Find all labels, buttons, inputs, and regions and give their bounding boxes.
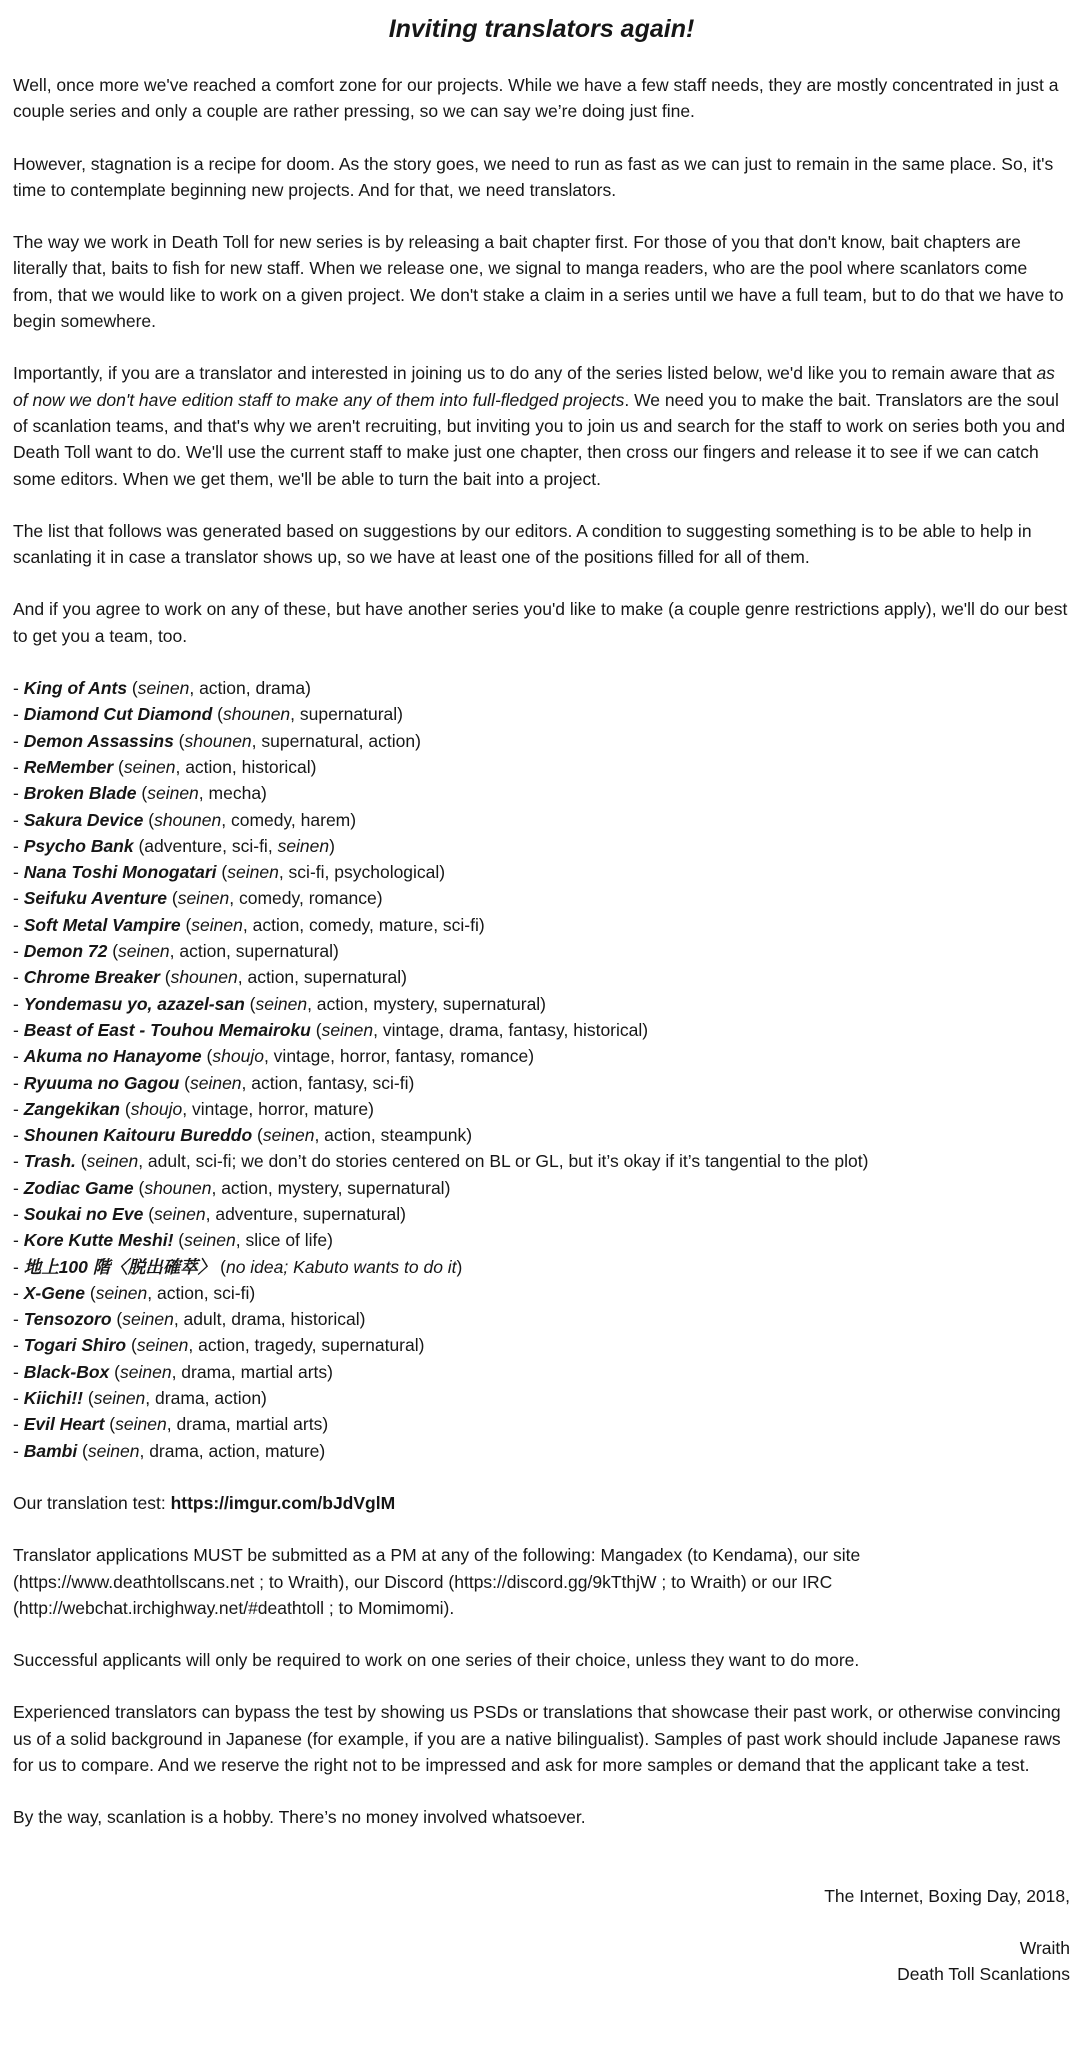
text: ( [310, 1019, 322, 1040]
series-item: - Togari Shiro (seinen, action, tragedy, supernatural) [13, 1335, 425, 1356]
series-title: Nana Toshi Monogatari [23, 862, 217, 883]
text: ( [133, 1177, 145, 1198]
series-title: Evil Heart [23, 1414, 105, 1435]
italic-text: seinen [191, 914, 243, 935]
text: Experienced translators can bypass the test by showing us PSDs or translations that showcase their past work, or otherwise convincing us of a solid background in Japanese (for example, if you are a native bilingualist). Samples of past work should include Japanese raws for us to compare. And we reserve the right not to be impressed and ask for more samples or demand that the applicant take a test. [13, 1702, 1061, 1776]
series-title: Kore Kutte Meshi! [23, 1230, 174, 1251]
text: , adult, sci-fi; we don’t do stories centered on BL or GL, but it’s okay if it’s tangential to the plot) [138, 1151, 869, 1172]
signoff [13, 1883, 1070, 1988]
italic-text: seinen [147, 783, 199, 804]
paragraph [13, 596, 1070, 649]
series-title: Demon Assassins [23, 730, 174, 751]
translation-test-line [13, 1490, 1070, 1516]
text: , action, supernatural) [169, 941, 339, 962]
series-item: - Zangekikan (shoujo, vintage, horror, mature) [13, 1098, 374, 1119]
series-title: Akuma no Hanayome [23, 1046, 202, 1067]
series-title: Bambi [23, 1440, 78, 1461]
series-item: - Seifuku Aventure (seinen, comedy, romance) [13, 888, 383, 909]
series-title: 地上100 階〈脱出確萃〉 [23, 1256, 216, 1277]
text: ) [329, 835, 335, 856]
text: ( [109, 1361, 120, 1382]
text: ( [166, 888, 178, 909]
text: ( [104, 1414, 116, 1435]
translation-test-url: https://imgur.com/bJdVglM [170, 1492, 396, 1513]
text: The list that follows was generated based on suggestions by our editors. A condition to suggesting something is to be able to help in scanlating it in case a translator shows up, so we have at least one of the positions filled for all of them. [13, 520, 1032, 568]
italic-text: shoujo [130, 1098, 183, 1119]
text: , slice of life) [235, 1230, 333, 1251]
series-item: - Psycho Bank (adventure, sci-fi, seinen) [13, 835, 335, 856]
series-title: Sakura Device [23, 809, 144, 830]
text: , comedy, romance) [229, 888, 383, 909]
series-item: - Soukai no Eve (seinen, adventure, supernatural) [13, 1203, 407, 1224]
series-title: ReMember [23, 756, 114, 777]
series-item: - Chrome Breaker (shounen, action, supernatural) [13, 967, 407, 988]
series-item: - Demon Assassins (shounen, supernatural, action) [13, 730, 421, 751]
text: ( [216, 862, 228, 883]
italic-text: seinen [136, 1335, 189, 1356]
text: ( [143, 1203, 155, 1224]
italic-text: seinen [86, 1151, 139, 1172]
series-title: Diamond Cut Diamond [23, 704, 213, 725]
text: ( [252, 1125, 263, 1146]
series-title: Soft Metal Vampire [23, 914, 181, 935]
series-item: - Evil Heart (seinen, drama, martial arts) [13, 1414, 329, 1435]
italic-text: seinen [262, 1125, 315, 1146]
paragraph [13, 1804, 1070, 1830]
text: ( [212, 704, 224, 725]
series-title: Psycho Bank [23, 835, 134, 856]
text: ( [107, 941, 119, 962]
series-title: Tensozoro [23, 1309, 112, 1330]
paragraph [13, 1542, 1070, 1621]
series-item: - 地上100 階〈脱出確萃〉 (no idea; Kabuto wants to do it) [13, 1256, 463, 1277]
series-item: - Ryuuma no Gagou (seinen, action, fantasy, sci-fi) [13, 1072, 415, 1093]
italic-text: seinen [277, 835, 330, 856]
italic-text: shounen [154, 809, 222, 830]
series-item: - Diamond Cut Diamond (shounen, supernatural) [13, 704, 404, 725]
text: , action, historical) [175, 756, 317, 777]
text: , drama, action) [145, 1388, 267, 1409]
paragraph [13, 360, 1070, 491]
series-title: Zodiac Game [23, 1177, 134, 1198]
text: Well, once more we've reached a comfort zone for our projects. While we have a few staff needs, they are mostly concentrated in just a couple series and only a couple are rather pressing, so we can say we’re doing just fine. [13, 75, 1059, 122]
text: , drama, martial arts) [166, 1414, 329, 1435]
series-title: King of Ants [23, 678, 128, 699]
text: The way we work in Death Toll for new series is by releasing a bait chapter first. For those of you that don't know, bait chapters are literally that, baits to fish for new staff. When we release one, we signal to manga readers, who are the pool where scanlators come from, that we would like to work on a given project. We don't stake a claim in a series until we have a full team, but to do that we have to begin somewhere. [13, 232, 1064, 332]
paragraph [13, 1647, 1070, 1673]
series-item: - Trash. (seinen, adult, sci-fi; we don’t do stories centered on BL or GL, but it’s okay if it’s tangential to the plot) [13, 1151, 869, 1172]
series-item: - Nana Toshi Monogatari (seinen, sci-fi, psychological) [13, 862, 446, 883]
italic-text: seinen [93, 1388, 146, 1409]
text: , adventure, supernatural) [205, 1203, 407, 1224]
series-title: Chrome Breaker [23, 967, 160, 988]
paragraph [13, 518, 1070, 571]
text: And if you agree to work on any of these, but have another series you'd like to make (a couple genre restrictions apply), we'll do our best to get you a team, too. [13, 599, 1068, 646]
text: ( [143, 809, 155, 830]
series-title: Togari Shiro [23, 1335, 127, 1356]
italic-text: seinen [184, 1230, 236, 1251]
series-title: Yondemasu yo, azazel-san [23, 993, 245, 1014]
text: (adventure, sci-fi, [133, 835, 278, 856]
italic-text: seinen [123, 756, 176, 777]
italic-text: shoujo [212, 1046, 264, 1067]
series-title: Black-Box [23, 1361, 110, 1382]
series-item: - Yondemasu yo, azazel-san (seinen, action, mystery, supernatural) [13, 993, 547, 1014]
italic-text: seinen [255, 993, 308, 1014]
text: By the way, scanlation is a hobby. There’s no money involved whatsoever. [13, 1807, 586, 1828]
intro-paragraphs [13, 72, 1070, 649]
italic-text: seinen [154, 1203, 206, 1224]
text: , action, sci-fi) [147, 1282, 256, 1303]
series-item: - Broken Blade (seinen, mecha) [13, 783, 267, 804]
italic-text: seinen [115, 1414, 167, 1435]
signoff-group: Death Toll Scanlations [897, 1964, 1070, 1985]
text: , action, steampunk) [314, 1125, 473, 1146]
series-item: - Bambi (seinen, drama, action, mature) [13, 1440, 326, 1461]
series-item: - Akuma no Hanayome (shoujo, vintage, horror, fantasy, romance) [13, 1046, 535, 1067]
outro-paragraphs [13, 1542, 1070, 1830]
italic-text: seinen [120, 1361, 172, 1382]
series-title: Trash. [23, 1151, 76, 1172]
series-list [13, 675, 1070, 1464]
series-item: - Kiichi!! (seinen, drama, action) [13, 1388, 267, 1409]
text: ( [244, 993, 256, 1014]
italic-text: seinen [87, 1440, 140, 1461]
text: ( [111, 1309, 123, 1330]
series-item: - Demon 72 (seinen, action, supernatural) [13, 941, 339, 962]
italic-text: seinen [227, 862, 279, 883]
paragraph [13, 151, 1070, 204]
text: , action, drama) [189, 678, 311, 699]
series-title: Demon 72 [23, 941, 108, 962]
series-item: - Sakura Device (shounen, comedy, harem) [13, 809, 357, 830]
text: , comedy, harem) [221, 809, 357, 830]
translation-test-label: Our translation test: [13, 1492, 171, 1513]
text: ( [120, 1098, 131, 1119]
series-title: Broken Blade [23, 783, 137, 804]
text: ( [173, 1230, 185, 1251]
series-item: - Shounen Kaitouru Bureddo (seinen, action, steampunk) [13, 1125, 473, 1146]
text: ( [201, 1046, 213, 1067]
text: , action, tragedy, supernatural) [188, 1335, 425, 1356]
text: , drama, martial arts) [171, 1361, 334, 1382]
text: ( [180, 914, 192, 935]
text: ( [127, 678, 138, 699]
text: ( [113, 756, 124, 777]
paragraph [13, 229, 1070, 334]
series-title: Seifuku Aventure [23, 888, 167, 909]
text: , action, comedy, mature, sci-fi) [242, 914, 485, 935]
text: ( [83, 1388, 94, 1409]
text: . We need you to make the bait. Translators are the soul of scanlation teams, and that's why we aren't recruiting, but inviting you to join us and search for the staff to work on series both you and Death Toll want to do. We'll use the current staff to make just one chapter, then cross our fingers and release it to see if we can catch some editors. When we get them, we'll be able to turn the bait into a project. [13, 389, 1066, 489]
signoff-author: Wraith [1019, 1937, 1070, 1958]
text: ) [456, 1256, 463, 1277]
series-item: - Kore Kutte Meshi! (seinen, slice of life) [13, 1230, 333, 1251]
text: , action, fantasy, sci-fi) [241, 1072, 415, 1093]
series-item: - ReMember (seinen, action, historical) [13, 756, 317, 777]
text: ( [215, 1256, 226, 1277]
series-title: Soukai no Eve [23, 1203, 144, 1224]
series-item: - X-Gene (seinen, action, sci-fi) [13, 1282, 256, 1303]
series-title: Shounen Kaitouru Bureddo [23, 1125, 253, 1146]
series-title: Kiichi!! [23, 1388, 84, 1409]
text: ( [126, 1335, 137, 1356]
text: ( [159, 967, 171, 988]
text: , vintage, horror, fantasy, romance) [263, 1046, 535, 1067]
paragraph [13, 72, 1070, 125]
italic-text: shounen [144, 1177, 212, 1198]
italic-text: seinen [95, 1282, 148, 1303]
italic-text: seinen [122, 1309, 174, 1330]
series-item: - Beast of East - Touhou Memairoku (seinen, vintage, drama, fantasy, historical) [13, 1019, 649, 1040]
text: , adult, drama, historical) [173, 1309, 366, 1330]
text: However, stagnation is a recipe for doom. As the story goes, we need to run as fast as we can just to remain in the same place. So, it's time to contemplate beginning new projects. And for that, we need translators. [13, 153, 1054, 200]
text: , drama, action, mature) [139, 1440, 326, 1461]
italic-text: seinen [137, 678, 190, 699]
text: , supernatural) [290, 704, 404, 725]
text: ( [136, 783, 148, 804]
text: , action, mystery, supernatural) [211, 1177, 451, 1198]
series-item: - Black-Box (seinen, drama, martial arts) [13, 1361, 334, 1382]
text: ( [77, 1440, 88, 1461]
text: , sci-fi, psychological) [278, 862, 446, 883]
text: , action, mystery, supernatural) [307, 993, 547, 1014]
series-title: Zangekikan [23, 1098, 120, 1119]
text: , action, supernatural) [237, 967, 407, 988]
italic-text: shounen [223, 704, 291, 725]
text: , mecha) [198, 783, 267, 804]
text: ( [75, 1151, 87, 1172]
text: ( [84, 1282, 96, 1303]
italic-text: seinen [321, 1019, 374, 1040]
series-item: - Tensozoro (seinen, adult, drama, historical) [13, 1309, 366, 1330]
series-title: Ryuuma no Gagou [23, 1072, 180, 1093]
series-item: - King of Ants (seinen, action, drama) [13, 678, 311, 699]
italic-text: shounen [184, 730, 252, 751]
signoff-dateline: The Internet, Boxing Day, 2018, [824, 1885, 1070, 1906]
page-title: Inviting translators again! [388, 15, 695, 43]
text: Translator applications MUST be submitted as a PM at any of the following: Mangadex (to Kendama), our site (https://www.deathtollscans.net ; to Wraith), our Discord (https://discord.gg/9kTthjW ; to Wraith) or our IRC (http://webchat.irchighway.net/#deathtoll ; to Momimomi). [13, 1545, 861, 1618]
text: Importantly, if you are a translator and interested in joining us to do any of the series listed below, we'd like you to remain aware that [13, 363, 1037, 384]
text: , vintage, drama, fantasy, historical) [373, 1019, 649, 1040]
text: ( [173, 730, 185, 751]
series-title: X-Gene [23, 1282, 85, 1303]
series-item: - Soft Metal Vampire (seinen, action, comedy, mature, sci-fi) [13, 914, 485, 935]
series-item: - Zodiac Game (shounen, action, mystery, supernatural) [13, 1177, 451, 1198]
text: ( [179, 1072, 190, 1093]
text: , vintage, horror, mature) [182, 1098, 374, 1119]
series-title: Beast of East - Touhou Memairoku [23, 1019, 311, 1040]
italic-text: as of now we don't have edition staff to make any of them into full-fledged projects [13, 363, 1055, 410]
italic-text: seinen [177, 888, 230, 909]
text: , supernatural, action) [251, 730, 421, 751]
text: Successful applicants will only be required to work on one series of their choice, unless they want to do more. [13, 1650, 860, 1671]
italic-text: seinen [118, 941, 170, 962]
italic-text: seinen [189, 1072, 242, 1093]
paragraph [13, 1699, 1070, 1778]
italic-text: no idea; Kabuto wants to do it [225, 1256, 457, 1277]
italic-text: shounen [170, 967, 238, 988]
